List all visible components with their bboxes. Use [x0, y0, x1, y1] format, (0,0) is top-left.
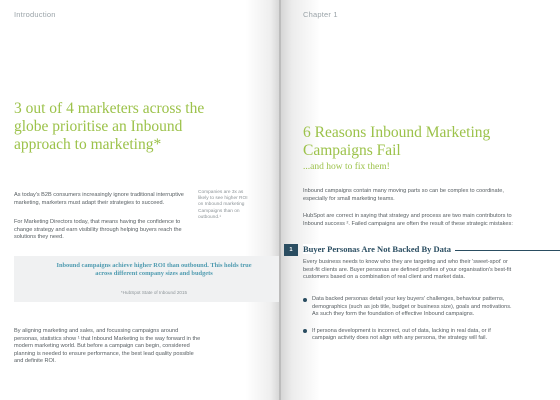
right-headline: 6 Reasons Inbound Marketing Campaigns Fail: [303, 124, 491, 159]
pull-quote: Inbound campaigns achieve higher ROI than outbound. This holds true across different company sizes and budgets: [56, 262, 252, 278]
pull-quote-citation: *HubSpot State of Inbound 2015: [120, 290, 188, 295]
left-headline: 3 out of 4 marketers across the globe prioritise an Inbound approach to marketing*: [14, 100, 205, 153]
left-paragraph-3: By aligning marketing and sales, and focussing campaigns around personas, statistics show ¹ that Inbound Marketing is the way forward in the modern marketing world. But before a campaign can begin, considered planning is needed to ensure performance, the best lead quality possible and definite ROI.: [14, 328, 201, 365]
right-paragraph-3: Every business needs to know who they are targeting and who their 'sweet-spot' or best-fit clients are. Buyer personas are defined profiles of your organisation's best-fit customers based on a combination of real client and market data.: [303, 259, 512, 281]
reason-number-badge: 1: [284, 244, 298, 256]
list-item: [303, 296, 513, 319]
reason-title: Buyer Personas Are Not Backed By Data: [303, 244, 455, 254]
list-item-text: Data backed personas detail your key buyers' challenges, behaviour patterns, demographics (such as job title, budget or business size), goals and motivations. As such they form the foundation of effective Inbound campaigns.: [312, 296, 512, 318]
left-paragraph-1: As today's B2B consumers increasingly ignore traditional interruptive marketing, marketers must adapt their strategies to succeed.: [14, 192, 184, 206]
left-paragraph-2: For Marketing Directors today, that means having the confidence to change strategy and earn visibility through helping buyers reach the solutions they need.: [14, 219, 182, 241]
list-item-text: If persona development is incorrect, out of data, lacking in real data, or if campaign activity does not align with any persona, the strategy will fail.: [312, 327, 491, 342]
list-item: [303, 328, 513, 343]
pull-quote-box: [14, 256, 279, 302]
running-head-introduction: Introduction: [14, 10, 56, 19]
bullet-list: [303, 296, 513, 352]
bullet-dot-icon: [303, 329, 307, 333]
right-paragraph-2: HubSpot are correct in saying that strategy and process are two main contributors to Inbound success ². Failed campaigns are often the result of these strategic mistakes:: [303, 213, 513, 227]
sidenote: Companies are 3x as likely to see higher ROI on Inbound marketing Campaigns than on outbound.¹: [198, 190, 248, 220]
right-subheadline: ...and how to fix them!: [303, 162, 390, 172]
right-page: [281, 0, 560, 400]
bullet-dot-icon: [303, 298, 307, 302]
running-head-chapter: Chapter 1: [303, 10, 338, 19]
right-paragraph-1: Inbound campaigns contain many moving parts so can be complex to coordinate, especially for small marketing teams.: [303, 188, 504, 202]
left-page: [0, 0, 279, 400]
